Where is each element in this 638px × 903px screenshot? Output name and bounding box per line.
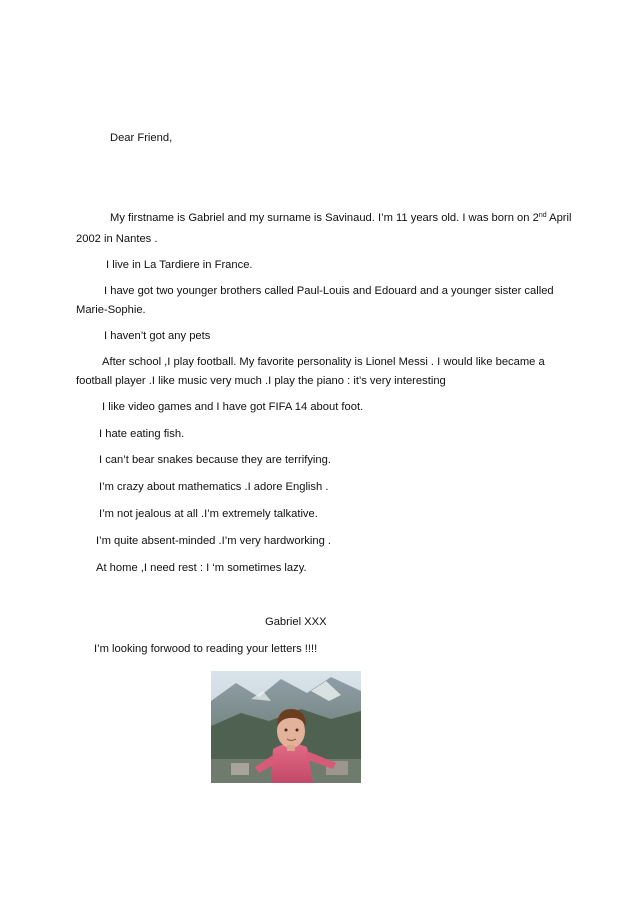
paragraph-siblings-line-2: Marie-Sophie.: [76, 304, 146, 316]
paragraph-snakes: I can’t bear snakes because they are terrifying.: [99, 454, 331, 466]
paragraph-name-month: April: [546, 212, 572, 224]
paragraph-personality: I’m not jealous at all .I’m extremely talkative.: [99, 508, 318, 520]
paragraph-name-line-2: 2002 in Nantes .: [76, 233, 158, 245]
paragraph-traits: I’m quite absent-minded .I’m very hardworking .: [96, 535, 332, 547]
signature: Gabriel XXX: [265, 616, 327, 628]
paragraph-name-text: My firstname is Gabriel and my surname is Savinaud. I’m 11 years old. I was born on 2: [110, 212, 539, 224]
closing-line: I’m looking forwood to reading your letters !!!!: [94, 643, 318, 655]
ordinal-suffix: nd: [538, 212, 547, 219]
paragraph-food: I hate eating fish.: [99, 428, 185, 440]
paragraph-name-line-1: [110, 211, 572, 225]
greeting: Dear Friend,: [110, 132, 173, 144]
paragraph-pets: I haven’t got any pets: [104, 330, 211, 342]
paragraph-school: I’m crazy about mathematics .I adore English .: [99, 481, 329, 493]
portrait-photo: [211, 671, 361, 783]
paragraph-home: I live in La Tardiere in France.: [106, 259, 253, 271]
paragraph-siblings-line-1: I have got two younger brothers called Paul-Louis and Edouard and a younger sister called: [104, 285, 554, 297]
paragraph-games: I like video games and I have got FIFA 14 about foot.: [102, 401, 364, 413]
paragraph-home-rest: At home ,I need rest : I ‘m sometimes lazy.: [96, 562, 307, 574]
paragraph-hobbies-line-2: football player .I like music very much .I play the piano : it’s very interesting: [76, 375, 446, 387]
paragraph-hobbies-line-1: After school ,I play football. My favorite personality is Lionel Messi . I would like became a: [102, 356, 545, 368]
